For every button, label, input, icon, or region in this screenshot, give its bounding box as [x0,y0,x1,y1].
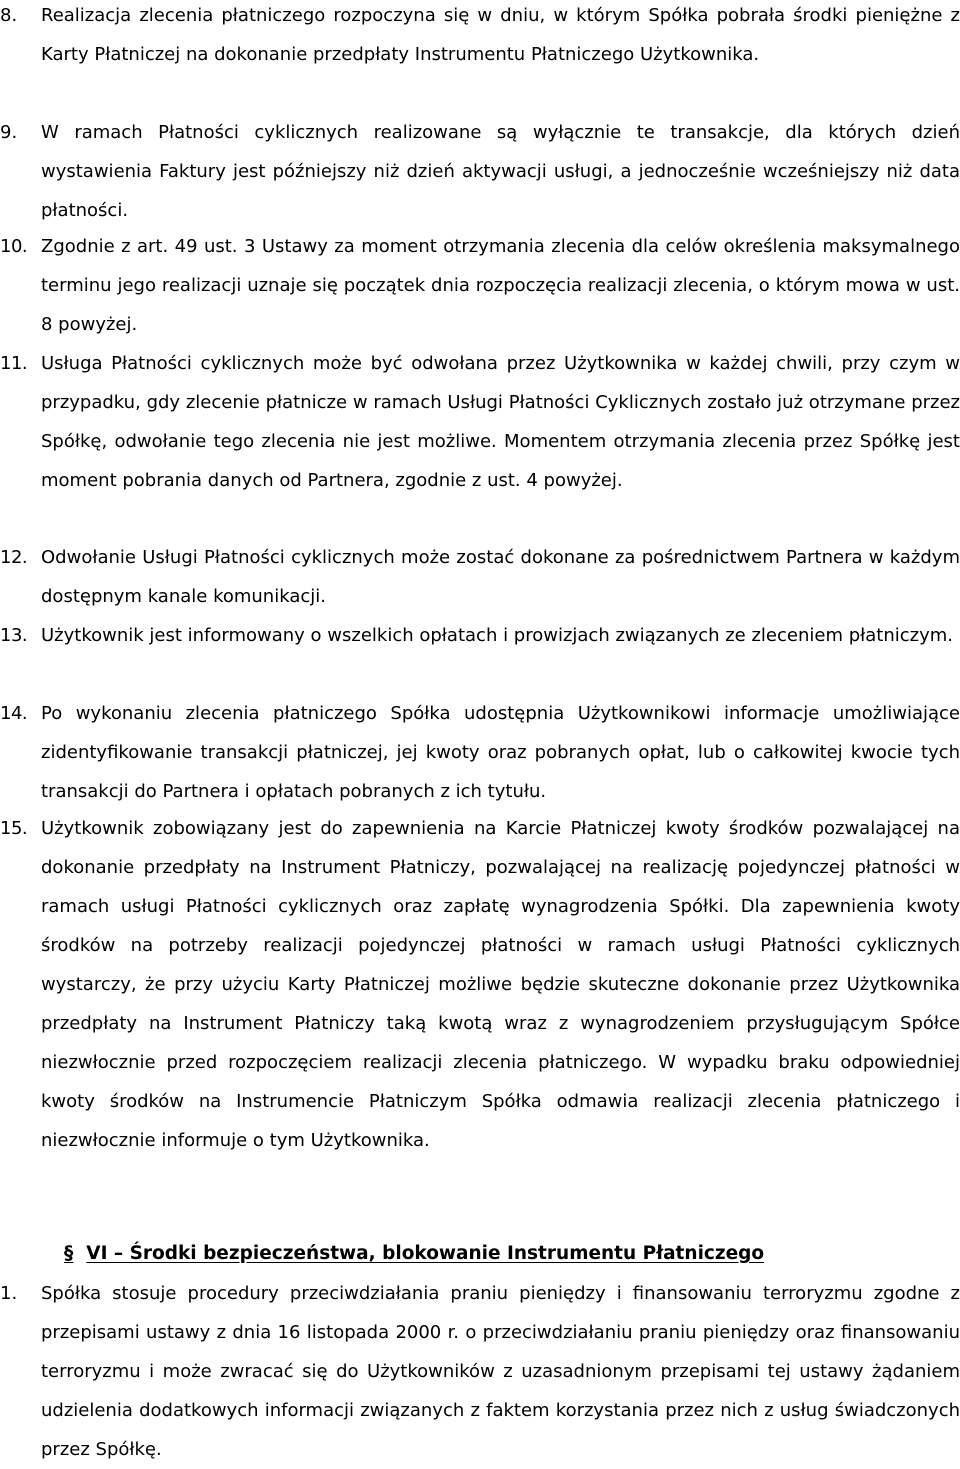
item-text: Zgodnie z art. 49 ust. 3 Ustawy za moment otrzymania zlecenia dla celów określenia maksymalnego terminu jego realizacji uznaje się początek dnia rozpoczęcia realizacji zlecenia, o którym mowa w ust. 8 powyżej. [41,236,960,335]
item-text: Usługa Płatności cyklicznych może być odwołana przez Użytkownika w każdej chwili, przy czym w przypadku, gdy zlecenie płatnicze w ramach Usługi Płatności Cyklicznych zostało już otrzymane przez Spółkę, odwołanie tego zlecenia nie jest możliwe. Momentem otrzymania zlecenia przez Spółkę jest moment pobrania danych od Partnera, zgodnie z ust. 4 powyżej. [41,353,960,491]
section-paragraph-sign: § [64,1243,74,1264]
item-number: 1. [0,1283,18,1304]
list-item [0,694,960,811]
list-item [0,113,960,230]
list-item [0,538,960,616]
item-number: 8. [0,5,18,26]
list-item [0,809,960,1160]
section-heading [64,1236,960,1272]
list-item [0,616,960,655]
section-title: VI – Środki bezpieczeństwa, blokowanie Instrumentu Płatniczego [86,1243,765,1264]
item-text: Realizacja zlecenia płatniczego rozpoczyna się w dniu, w którym Spółka pobrała środki pieniężne z Karty Płatniczej na dokonanie przedpłaty Instrumentu Płatniczego Użytkownika. [41,5,960,65]
item-text: Spółka stosuje procedury przeciwdziałania praniu pieniędzy i finansowaniu terroryzmu zgodne z przepisami ustawy z dnia 16 listopada 2000 r. o przeciwdziałaniu praniu pieniędzy oraz finansowaniu terroryzmu i może zwracać się do Użytkowników z uzasadnionym przepisami tej ustawy żądaniem udzielenia dodatkowych informacji związanych z faktem korzystania przez nich z usług świadczonych przez Spółkę. [41,1283,960,1460]
item-number: 11. [0,353,28,374]
item-text: W ramach Płatności cyklicznych realizowane są wyłącznie te transakcje, dla których dzień wystawienia Faktury jest późniejszy niż dzień aktywacji usługi, a jednocześnie wcześniejszy niż data płatności. [41,122,960,221]
item-number: 10. [0,236,28,257]
item-number: 13. [0,625,28,646]
list-item [0,344,960,500]
item-number: 15. [0,818,28,839]
list-item [0,227,960,344]
item-text: Użytkownik jest informowany o wszelkich opłatach i prowizjach związanych ze zleceniem płatniczym. [41,625,953,646]
item-text: Odwołanie Usługi Płatności cyklicznych może zostać dokonane za pośrednictwem Partnera w każdym dostępnym kanale komunikacji. [41,547,960,607]
item-number: 14. [0,703,28,724]
item-number: 9. [0,122,18,143]
list-item [0,1274,960,1469]
item-text: Użytkownik zobowiązany jest do zapewnienia na Karcie Płatniczej kwoty środków pozwalającej na dokonanie przedpłaty na Instrument Płatniczy, pozwalającej na realizację pojedynczej płatności w ramach usługi Płatności cyklicznych oraz zapłatę wynagrodzenia Spółki. Dla zapewnienia kwoty środków na potrzeby realizacji pojedynczej płatności w ramach usługi Płatności cyklicznych wystarczy, że przy użyciu Karty Płatniczej możliwe będzie skuteczne dokonanie przez Użytkownika przedpłaty na Instrument Płatniczy taką kwotą wraz z wynagrodzeniem przysługującym Spółce niezwłocznie przed rozpoczęciem realizacji zlecenia płatniczego. W wypadku braku odpowiedniej kwoty środków na Instrumencie Płatniczym Spółka odmawia realizacji zlecenia płatniczego i niezwłocznie informuje o tym Użytkownika. [41,818,960,1151]
item-number: 12. [0,547,28,568]
list-item [0,0,960,74]
item-text: Po wykonaniu zlecenia płatniczego Spółka udostępnia Użytkownikowi informacje umożliwiające zidentyfikowanie transakcji płatniczej, jej kwoty oraz pobranych opłat, lub o całkowitej kwocie tych transakcji do Partnera i opłatach pobranych z ich tytułu. [41,703,960,802]
